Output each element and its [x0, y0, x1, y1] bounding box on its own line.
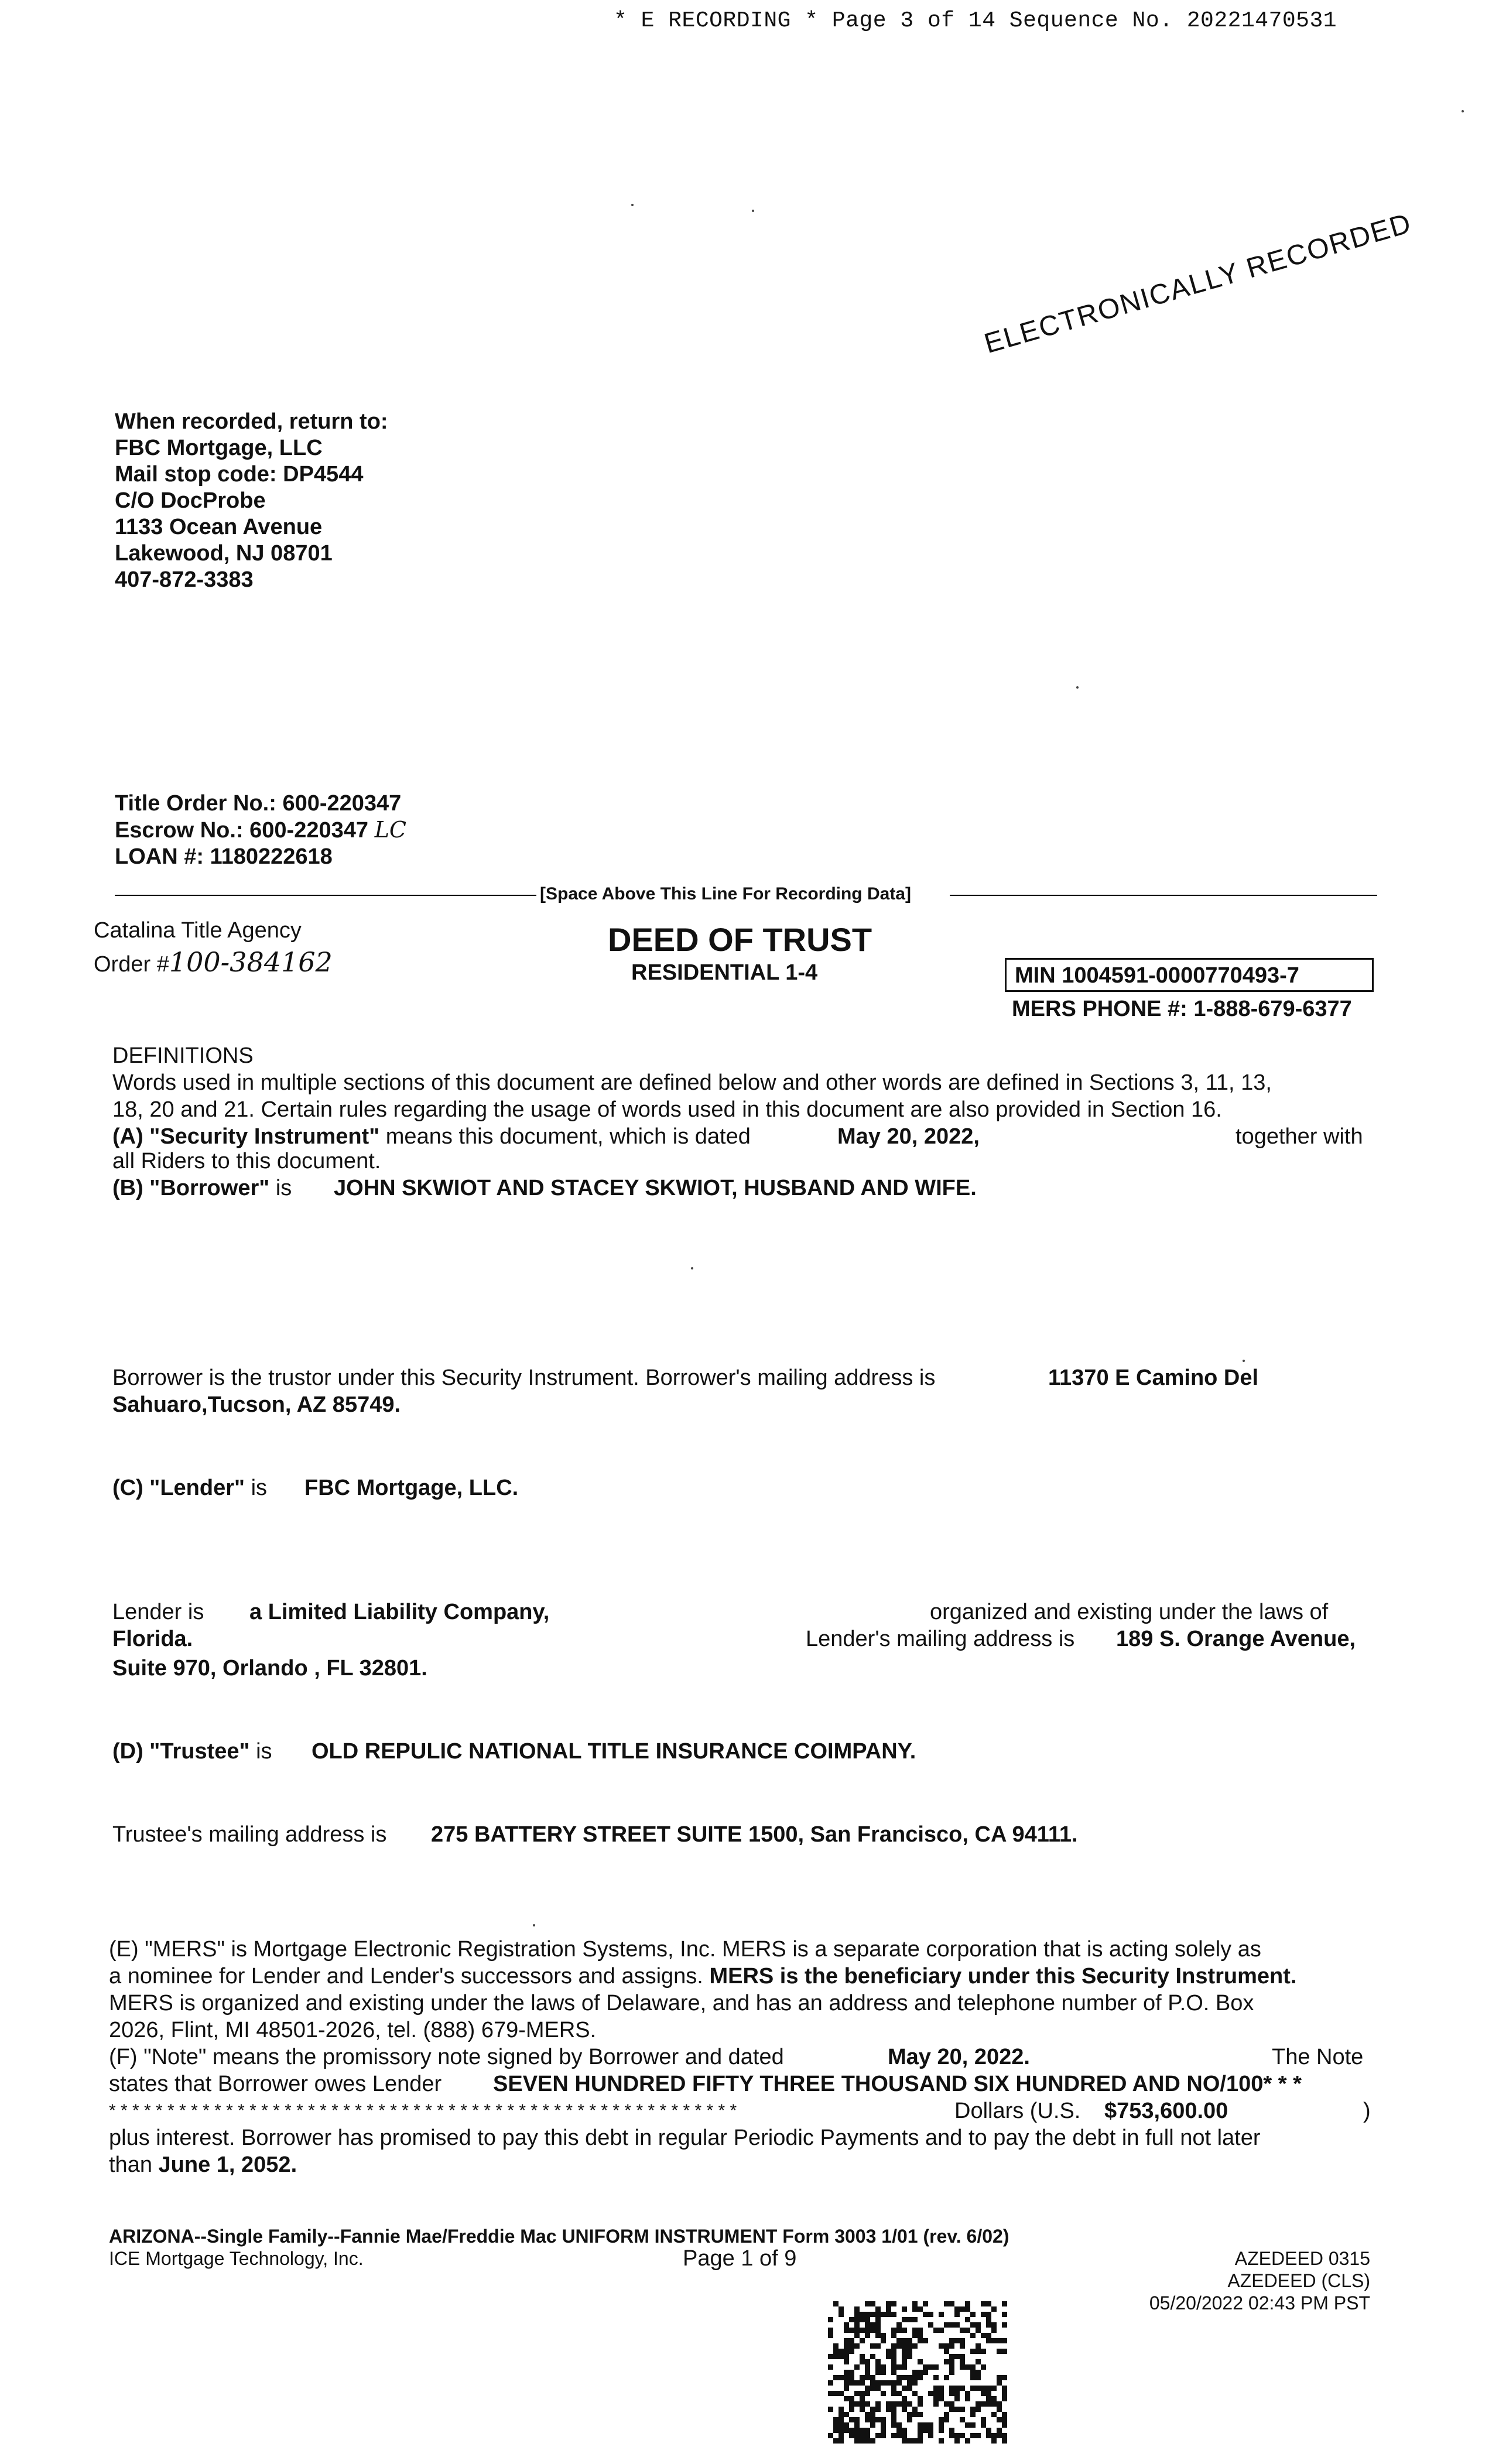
trustee-name: OLD REPULIC NATIONAL TITLE INSURANCE COIMPANY. [312, 1739, 916, 1764]
return-to-line: 1133 Ocean Avenue [115, 515, 323, 539]
scan-speck [752, 210, 754, 212]
than-text: than [109, 2152, 152, 2177]
electronically-recorded-stamp: ELECTRONICALLY RECORDED [981, 207, 1415, 360]
return-to-line: 407-872-3383 [115, 567, 254, 592]
mers-phone: MERS PHONE #: 1-888-679-6377 [1012, 997, 1352, 1021]
loan-number: LOAN #: 1180222618 [115, 844, 333, 869]
borrower-address-line: 11370 E Camino Del [1048, 1366, 1259, 1390]
riders-text: all Riders to this document. [112, 1149, 381, 1173]
definition-a [112, 1123, 751, 1150]
lender-address-line: 189 S. Orange Avenue, [1116, 1627, 1356, 1651]
scan-speck [631, 204, 634, 206]
lender-address-line: Suite 970, Orlando , FL 32801. [112, 1656, 427, 1681]
borrower-names: JOHN SKWIOT AND STACEY SKWIOT, HUSBAND AND WIFE. [334, 1176, 977, 1200]
together-with-text: together with [1236, 1124, 1363, 1149]
maturity-date: June 1, 2052. [158, 2152, 297, 2177]
recording-rule-right [950, 895, 1377, 896]
recording-data-label: [Space Above This Line For Recording Data] [540, 884, 911, 904]
note-date: May 20, 2022. [888, 2045, 1030, 2069]
return-to-block [115, 409, 388, 593]
note-interest-text: plus interest. Borrower has promised to pay this debt in regular Periodic Payments and to pay the debt in full not later [109, 2126, 1261, 2150]
scan-speck [1462, 110, 1464, 112]
dollars-label: Dollars (U.S. [954, 2099, 1081, 2123]
maturity-line [109, 2151, 297, 2178]
scan-speck [533, 1924, 535, 1926]
recording-rule-left [115, 895, 536, 896]
return-to-line: Lakewood, NJ 08701 [115, 541, 333, 566]
definition-e-line-2 [109, 1963, 1296, 1990]
borrower-address-line: Sahuaro,Tucson, AZ 85749. [112, 1392, 401, 1417]
lender-type: a Limited Liability Company, [249, 1600, 550, 1624]
closing-paren: ) [1363, 2099, 1371, 2123]
mers-beneficiary-statement: MERS is the beneficiary under this Security Instrument. [709, 1964, 1297, 1989]
note-owes-text: states that Borrower owes Lender [109, 2072, 442, 2096]
definition-e-line: MERS is organized and existing under the laws of Delaware, and has an address and telephone number of P.O. Box [109, 1991, 1254, 2015]
definition-d-is: is [249, 1739, 272, 1764]
order-block [115, 790, 406, 870]
definitions-intro-line: 18, 20 and 21. Certain rules regarding the usage of words used in this document are also provided in Section 16. [112, 1097, 1222, 1122]
definition-c [112, 1474, 267, 1501]
trustee-address-text: Trustee's mailing address is [112, 1822, 387, 1847]
document-title: DEED OF TRUST [608, 921, 872, 958]
the-note-text: The Note [1272, 2045, 1364, 2069]
definition-e-line: (E) "MERS" is Mortgage Electronic Registration Systems, Inc. MERS is a separate corporation that is acting solely as [109, 1937, 1261, 1962]
return-to-line: C/O DocProbe [115, 488, 266, 513]
asterisk-fill-line: * * * * * * * * * * * * * * * * * * * * * * * * * * * * * * * * * * * * * * * * * * * * * * * * * * * * * * [109, 2101, 737, 2120]
definition-b-is: is [269, 1176, 292, 1200]
definition-e-text: a nominee for Lender and Lender's successors and assigns. [109, 1964, 710, 1989]
document-subtitle: RESIDENTIAL 1-4 [631, 960, 818, 985]
agency-order [94, 946, 333, 978]
agency-order-handwritten: 100-384162 [169, 946, 333, 978]
vendor-name: ICE Mortgage Technology, Inc. [109, 2248, 364, 2269]
lender-name: FBC Mortgage, LLC. [304, 1476, 519, 1500]
recording-header: * E RECORDING * Page 3 of 14 Sequence No. 20221470531 [614, 8, 1337, 33]
definition-b-label: (B) "Borrower" [112, 1176, 270, 1200]
definition-c-is: is [245, 1476, 268, 1500]
min-box: MIN 1004591-0000770493-7 [1005, 958, 1374, 992]
barcode-graphic [828, 2301, 1007, 2448]
lender-address-text: Lender's mailing address is [806, 1627, 1075, 1651]
definition-d-label: (D) "Trustee" [112, 1739, 250, 1764]
title-agency-name: Catalina Title Agency [94, 918, 302, 943]
footer-timestamp: 05/20/2022 02:43 PM PST [1149, 2292, 1370, 2314]
scan-speck [1243, 1360, 1245, 1362]
escrow-number: Escrow No.: 600-220347 [115, 818, 369, 843]
definition-d [112, 1738, 272, 1765]
page-number: Page 1 of 9 [683, 2246, 797, 2271]
title-order-number: Title Order No.: 600-220347 [115, 791, 402, 816]
barcode-image [828, 2301, 1007, 2448]
scan-speck [1076, 686, 1079, 689]
definition-b [112, 1175, 292, 1202]
trustee-address: 275 BATTERY STREET SUITE 1500, San Francisco, CA 94111. [431, 1822, 1078, 1847]
security-instrument-date: May 20, 2022, [837, 1124, 980, 1149]
note-amount-words: SEVEN HUNDRED FIFTY THREE THOUSAND SIX HUNDRED AND NO/100* * * [493, 2072, 1302, 2096]
definitions-intro-line: Words used in multiple sections of this document are defined below and other words are defined in Sections 3, 11, 13, [112, 1070, 1272, 1095]
footer-code: AZEDEED (CLS) [1227, 2270, 1370, 2291]
borrower-address-text: Borrower is the trustor under this Security Instrument. Borrower's mailing address is [112, 1366, 936, 1390]
definition-c-label: (C) "Lender" [112, 1476, 245, 1500]
return-to-line: Mail stop code: DP4544 [115, 462, 364, 487]
definition-e-line: 2026, Flint, MI 48501-2026, tel. (888) 679-MERS. [109, 2018, 597, 2042]
definition-a-label: (A) "Security Instrument" [112, 1124, 380, 1149]
return-to-line: FBC Mortgage, LLC [115, 436, 323, 460]
definitions-heading: DEFINITIONS [112, 1043, 254, 1068]
agency-order-label: Order # [94, 952, 169, 977]
footer-code: AZEDEED 0315 [1234, 2248, 1370, 2269]
lender-is-text: Lender is [112, 1600, 204, 1624]
scan-speck [691, 1267, 693, 1269]
definition-f-text: (F) "Note" means the promissory note signed by Borrower and dated [109, 2045, 784, 2069]
lender-state: Florida. [112, 1627, 193, 1651]
note-amount: $753,600.00 [1104, 2099, 1228, 2123]
return-to-heading: When recorded, return to: [115, 409, 388, 434]
definition-a-text: means this document, which is dated [379, 1124, 751, 1149]
lender-organized-text: organized and existing under the laws of [930, 1600, 1329, 1624]
form-identifier: ARIZONA--Single Family--Fannie Mae/Freddie Mac UNIFORM INSTRUMENT Form 3003 1/01 (rev. 6/02) [109, 2226, 1009, 2247]
escrow-initials: LC [374, 817, 406, 843]
